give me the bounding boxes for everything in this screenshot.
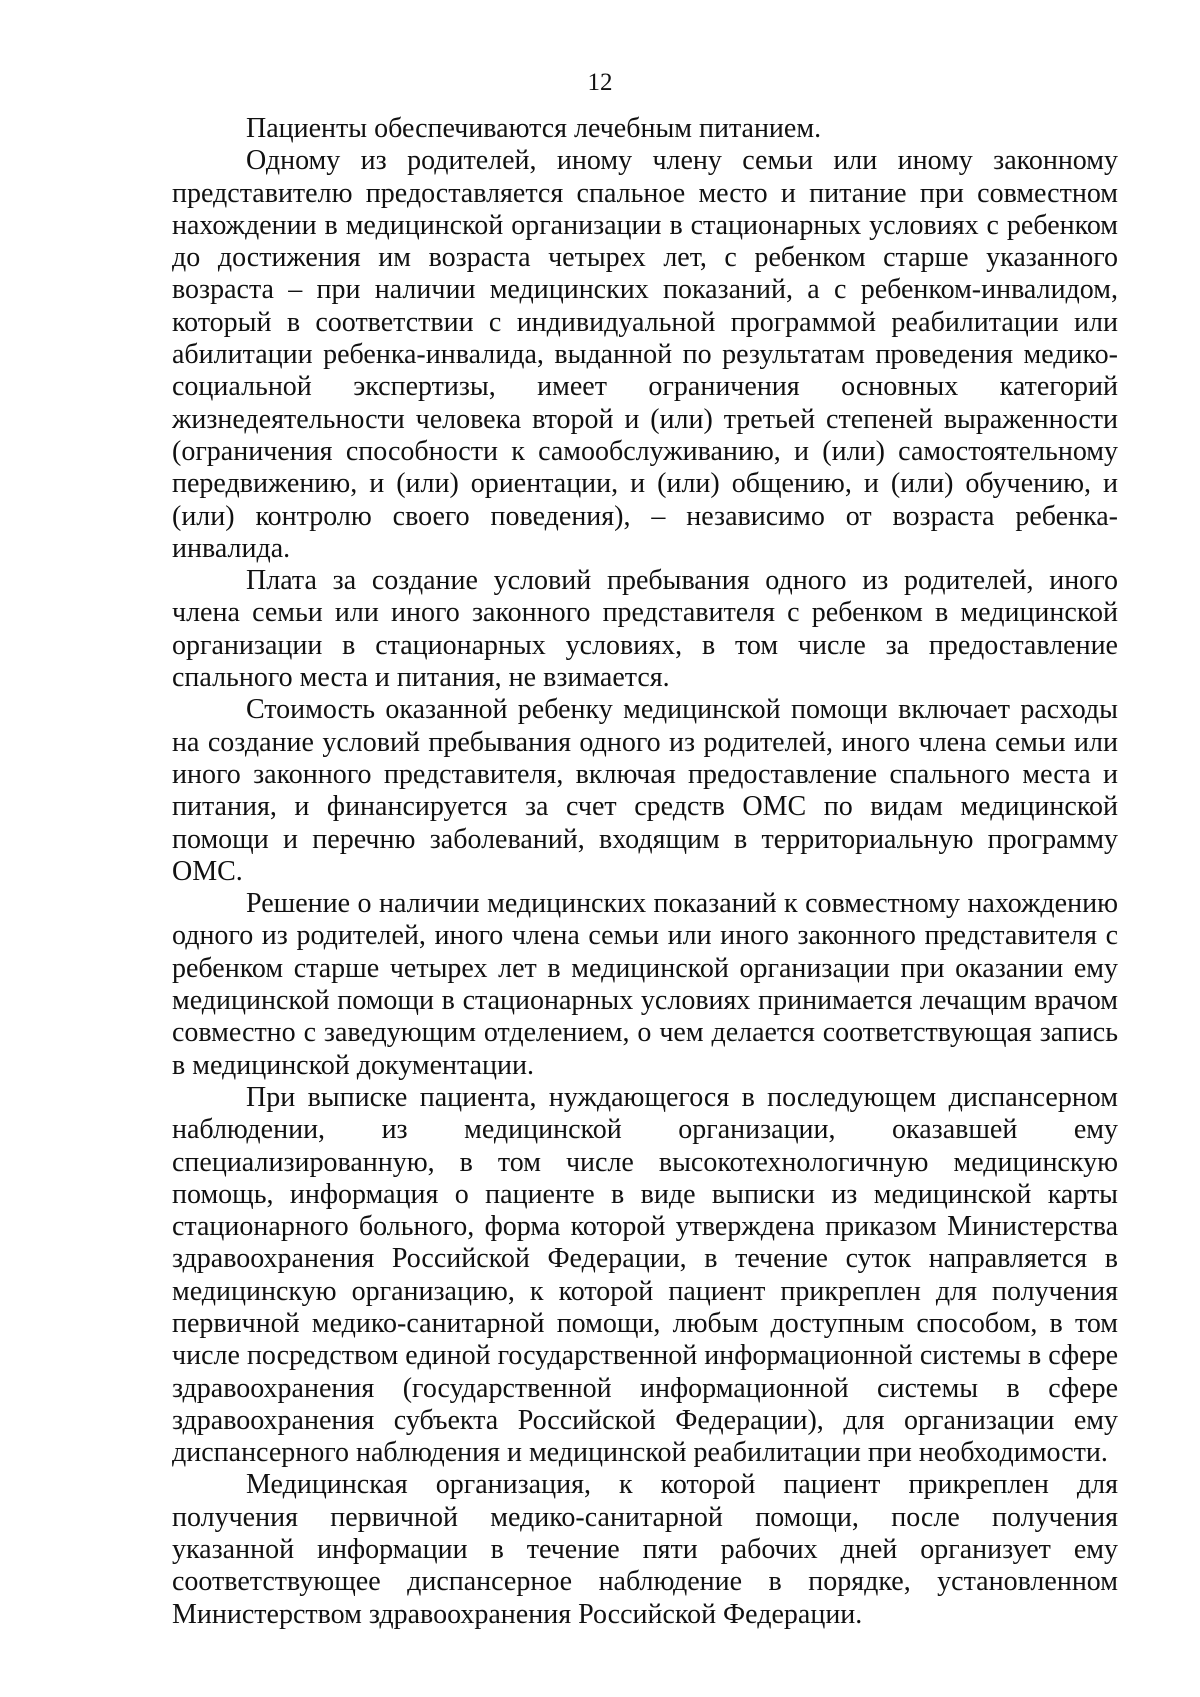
paragraph-medical-indications: Решение о наличии медицинских показаний к совместному нахождению одного из родителей, иного члена семьи или иного законного представителя с ребенком старше четырех лет в медицинской организации при оказании ему медицинской помощи в стационарных условиях принимается лечащим врачом совместно с заведующим отделением, о чем делается соответствующая запись в медицинской документации. <box>172 888 1118 1081</box>
document-body <box>172 113 1118 1631</box>
paragraph-discharge-information: При выписке пациента, нуждающегося в последующем диспансерном наблюдении, из медицинской организации, оказавшей ему специализированную, в том числе высокотехнологичную медицинскую помощь, информация о пациенте в виде выписки из медицинской карты стационарного больного, форма которой утверждена приказом Министерства здравоохранения Российской Федерации, в течение суток направляется в медицинскую организацию, к которой пациент прикреплен для получения первичной медико-санитарной помощи, любым доступным способом, в том числе посредством единой государственной информационной системы в сфере здравоохранения (государственной информационной системы в сфере здравоохранения субъекта Российской Федерации), для организации ему диспансерного наблюдения и медицинской реабилитации при необходимости. <box>172 1081 1118 1469</box>
paragraph-parent-accommodation: Одному из родителей, иному члену семьи или иному законному представителю предоставляется спальное место и питание при совместном нахождении в медицинской организации в стационарных условиях с ребенком до достижения им возраста четырех лет, с ребенком старше указанного возраста – при наличии медицинских показаний, а с ребенком-инвалидом, который в соответствии с индивидуальной программой реабилитации или абилитации ребенка-инвалида, выданной по результатам проведения медико-социальной экспертизы, имеет ограничения основных категорий жизнедеятельности человека второй и (или) третьей степеней выраженности (ограничения способности к самообслуживанию, и (или) самостоятельному передвижению, и (или) ориентации, и (или) общению, и (или) обучению, и (или) контролю своего поведения), – независимо от возраста ребенка-инвалида. <box>172 145 1118 564</box>
paragraph-cost-financing: Стоимость оказанной ребенку медицинской помощи включает расходы на создание условий пребывания одного из родителей, иного члена семьи или иного законного представителя, включая предоставление спального места и питания, и финансируется за счет средств ОМС по видам медицинской помощи и перечню заболеваний, входящим в территориальную программу ОМС. <box>172 694 1118 887</box>
paragraph-no-charge: Плата за создание условий пребывания одного из родителей, иного члена семьи или иного законного представителя с ребенком в медицинской организации в стационарных условиях, в том числе за предоставление спального места и питания, не взимается. <box>172 565 1118 694</box>
paragraph-dispensary-observation: Медицинская организация, к которой пациент прикреплен для получения первичной медико-санитарной помощи, после получения указанной информации в течение пяти рабочих дней организует ему соответствующее диспансерное наблюдение в порядке, установленном Министерством здравоохранения Российской Федерации. <box>172 1469 1118 1630</box>
page-number: 12 <box>587 69 613 96</box>
paragraph-patient-nutrition: Пациенты обеспечиваются лечебным питанием. <box>246 113 822 144</box>
